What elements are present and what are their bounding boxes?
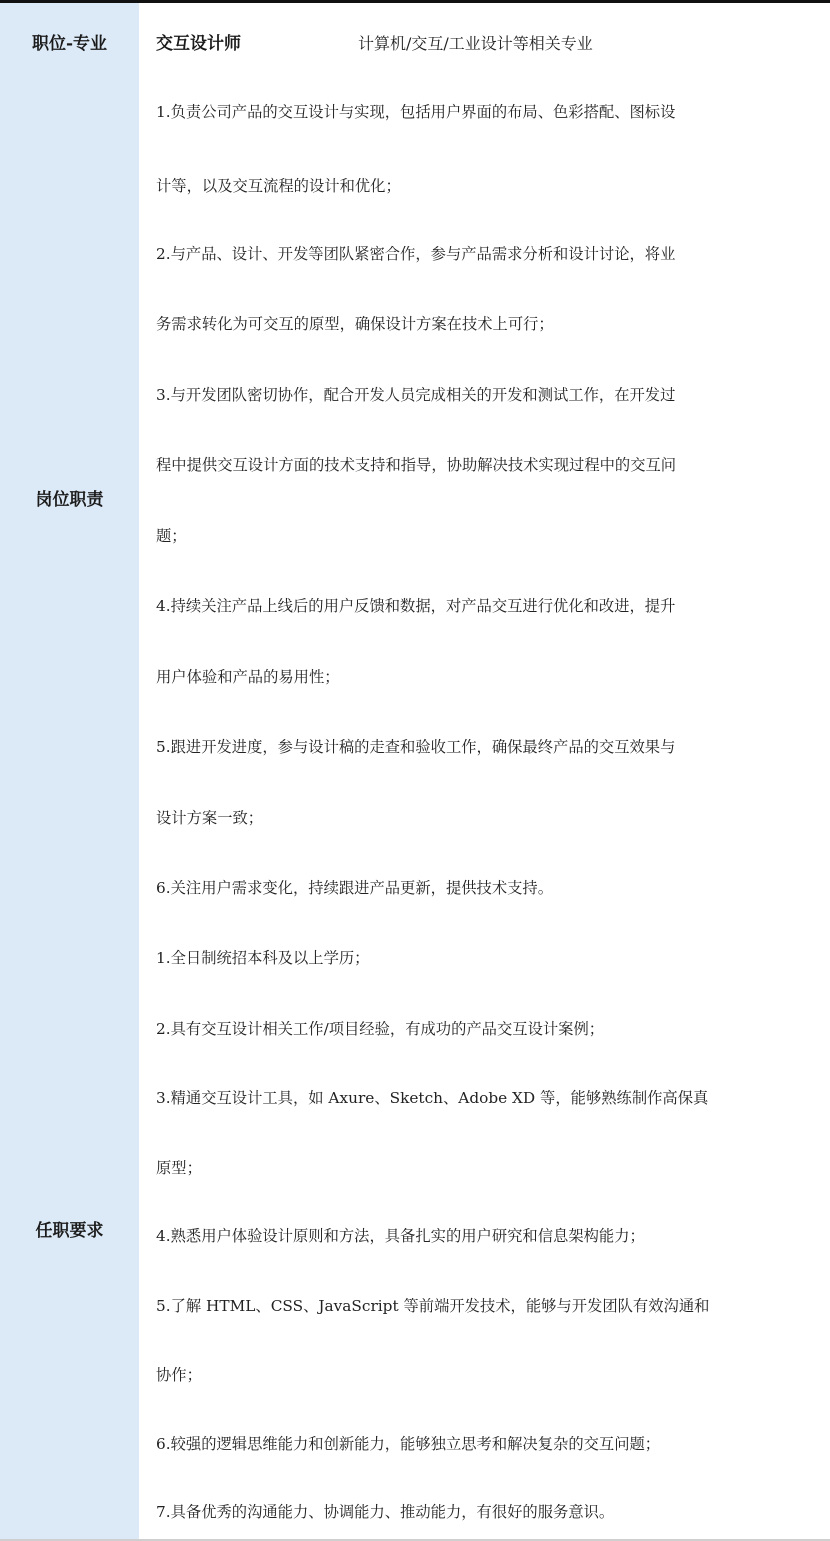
duty-line: 2.与产品、设计、开发等团队紧密合作，参与产品需求分析和设计讨论，将业 <box>156 245 676 263</box>
duty-line: 5.跟进开发进度，参与设计稿的走查和验收工作，确保最终产品的交互效果与 <box>156 738 676 756</box>
requirement-line: 6.较强的逻辑思维能力和创新能力，能够独立思考和解决复杂的交互问题； <box>156 1435 661 1453</box>
major-requirement: 计算机/交互/工业设计等相关专业 <box>358 34 593 53</box>
requirement-line: 5.了解 HTML、CSS、JavaScript 等前端开发技术，能够与开发团队有效沟通和 <box>156 1297 710 1315</box>
requirement-line: 原型； <box>156 1159 202 1177</box>
duty-line: 1.负责公司产品的交互设计与实现，包括用户界面的布局、色彩搭配、图标设 <box>156 103 676 121</box>
position-title: 交互设计师 <box>156 34 241 54</box>
duty-line: 用户体验和产品的易用性； <box>156 668 340 686</box>
header-label: 职位-专业 <box>31 34 108 54</box>
requirement-line: 4.熟悉用户体验设计原则和方法，具备扎实的用户研究和信息架构能力； <box>156 1227 645 1245</box>
duty-line: 4.持续关注产品上线后的用户反馈和数据，对产品交互进行优化和改进，提升 <box>156 597 676 615</box>
duty-line: 3.与开发团队密切协作，配合开发人员完成相关的开发和测试工作，在开发过 <box>156 386 676 404</box>
requirements-label: 任职要求 <box>35 1221 104 1241</box>
duty-line: 设计方案一致； <box>156 809 264 827</box>
duties-label: 岗位职责 <box>35 490 104 510</box>
duty-line: 6.关注用户需求变化，持续跟进产品更新，提供技术支持。 <box>156 879 554 897</box>
duty-line: 务需求转化为可交互的原型，确保设计方案在技术上可行； <box>156 315 554 333</box>
requirement-line: 2.具有交互设计相关工作/项目经验，有成功的产品交互设计案例； <box>156 1020 605 1038</box>
requirement-line: 协作； <box>156 1366 202 1384</box>
label-column <box>0 3 139 1539</box>
duty-line: 程中提供交互设计方面的技术支持和指导，协助解决技术实现过程中的交互问 <box>156 456 677 474</box>
duty-line: 题； <box>156 527 187 545</box>
requirement-line: 3.精通交互设计工具，如 Axure、Sketch、Adobe XD 等，能够熟练制作高保真 <box>156 1089 709 1107</box>
duty-line: 计等，以及交互流程的设计和优化； <box>156 177 401 195</box>
requirement-line: 1.全日制统招本科及以上学历； <box>156 949 370 967</box>
requirement-line: 7.具备优秀的沟通能力、协调能力、推动能力，有很好的服务意识。 <box>156 1503 615 1521</box>
